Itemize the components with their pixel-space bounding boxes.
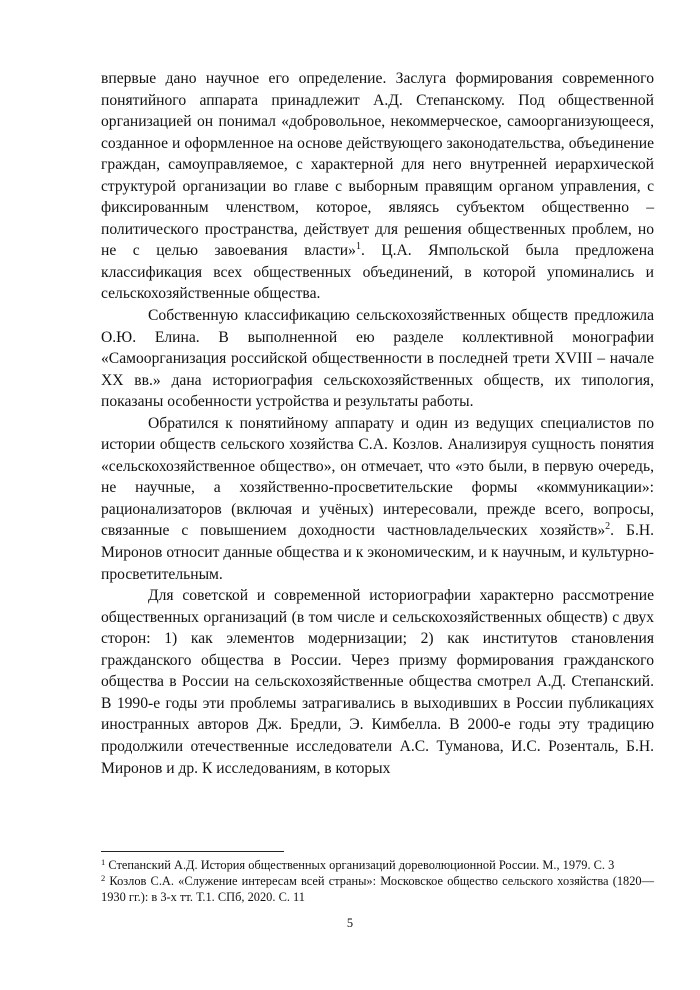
footnote-ref-1[interactable]: 1 xyxy=(355,241,361,253)
paragraph-2-text: Собственную классификацию сельскохозяйственных обществ предложила О.Ю. Елина. В выполненной ею разделе коллективной монографии «Самоорганизация российской общественности в последней трети XVIII – начале XX вв.» дана историография сельскохозяйственных обществ, их типология, показаны особенности устройства и результаты работы. xyxy=(101,307,654,411)
footnotes xyxy=(101,857,654,906)
footnote-1-text: Степанский А.Д. История общественных организаций дореволюционной России. М., 1979. С. 3 xyxy=(105,858,615,872)
paragraph-2 xyxy=(101,305,654,413)
footnote-2-text: Козлов С.А. «Служение интересам всей страны»: Московское общество сельского хозяйства (1820—1930 гг.): в 3-х тт. Т.1. СПб, 2020. С. 11 xyxy=(101,874,654,905)
footnote-2-number: 2 xyxy=(101,873,106,884)
footnote-1-number: 1 xyxy=(101,857,106,867)
paragraph-3-text-continued: . Б.Н. Миронов относит данные общества и к экономическим, и к научным, и культурно-просветительным. xyxy=(101,522,654,583)
paragraph-1 xyxy=(101,68,654,305)
paragraph-3-text: Обратился к понятийному аппарату и один из ведущих специалистов по истории обществ сельского хозяйства С.А. Козлов. Анализируя сущность понятия «сельскохозяйственное общество», он отмечает, что «это были, в первую очередь, не научные, а хозяйственно-просветительские формы «коммуникации»: рационализаторов (включая и учёных) интересовали, прежде всего, вопросы, связанные с повышением доходности частновладельческих хозяйств» xyxy=(101,414,654,540)
footnote-2 xyxy=(101,873,654,905)
footnote-separator xyxy=(101,851,284,852)
footnote-1 xyxy=(101,857,654,873)
paragraph-4-text: Для советской и современной историографии характерно рассмотрение общественных организаций (в том числе и сельскохозяйственных обществ) с двух сторон: 1) как элементов модернизации; 2) как институтов становления гражданского общества в России. Через призму формирования гражданского общества в России на сельскохозяйственные общества смотрел А.Д. Степанский. В 1990-е годы эти проблемы затрагивались в выходивших в России публикациях иностранных авторов Дж. Бредли, Э. Кимбелла. В 2000-е годы эту традицию продолжили отечественные исследователи А.С. Туманова, И.С. Розенталь, Б.Н. Миронов и др. К исследованиям, в которых xyxy=(101,587,654,777)
paragraph-1-text: впервые дано научное его определение. Заслуга формирования современного понятийного аппарата принадлежит А.Д. Степанскому. Под общественной организацией он понимал «добровольное, некоммерческое, самоорганизующееся, созданное и оформленное на основе действующего законодательства, объединение граждан, самоуправляемое, с характерной для него внутренней иерархической структурой организации во главе с выборным правящим органом управления, с фиксированным членством, которое, являясь субъектом общественно – политического пространства, действует для решения общественных проблем, но не с целью завоевания власти» xyxy=(101,70,654,260)
footnote-ref-2[interactable]: 2 xyxy=(605,521,611,533)
body-text xyxy=(101,68,654,779)
paragraph-4 xyxy=(101,585,654,779)
page-number: 5 xyxy=(346,916,354,930)
paragraph-1-text-continued: . Ц.А. Ямпольской была предложена классификация всех общественных объединений, в которой упоминались и сельскохозяйственные общества. xyxy=(101,242,654,303)
paragraph-3 xyxy=(101,413,654,585)
